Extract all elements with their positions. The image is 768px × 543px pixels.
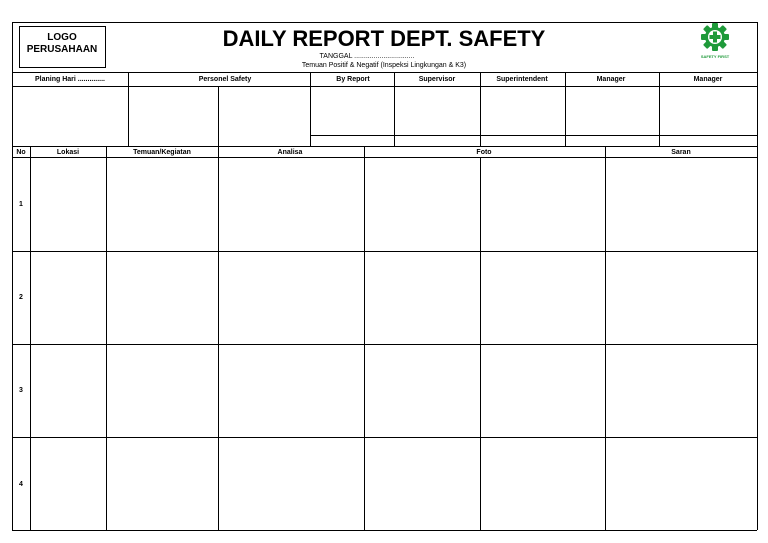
manager-header-2: Manager [693,76,723,83]
frame-bottom-border [12,530,757,531]
temuan-column-header: Temuan/Kegiatan [133,149,191,156]
frame-left-border [12,22,13,530]
approval-divider [218,86,219,146]
column-divider [30,146,31,530]
column-divider [218,146,219,530]
frame-top-border [12,22,757,23]
table-row-number: 3 [19,387,23,394]
foto-column-header: Foto [476,149,492,156]
by-report-header: By Report [336,76,370,83]
table-row-number: 2 [19,294,23,301]
safety-first-label: SAFETY FIRST [700,54,730,59]
column-divider [364,146,365,530]
row-separator [12,437,757,438]
row-separator [12,344,757,345]
approval-header-bottom-border [12,86,757,87]
subtitle: Temuan Positif & Negatif (Inspeksi Lingkungan & K3) [301,62,467,69]
no-column-header: No [16,149,26,156]
frame-right-border [757,22,758,530]
analisa-column-header: Analisa [277,149,303,156]
row-separator [12,251,757,252]
logo-line-1: LOGO [47,32,77,43]
table-row-number: 1 [19,201,23,208]
personel-safety-header: Personel Safety [198,76,252,83]
date-line: TANGGAL ............................... [319,53,415,60]
table-header-top-border [12,146,757,147]
lokasi-column-header: Lokasi [56,149,80,156]
column-divider [605,146,606,530]
supervisor-header: Supervisor [418,76,456,83]
logo-line-2: PERUSAHAAN [26,44,98,55]
page-title: DAILY REPORT DEPT. SAFETY [222,26,546,51]
table-row-number: 4 [19,481,23,488]
manager-header-1: Manager [596,76,626,83]
superintendent-header: Superintendent [496,76,548,83]
approval-header-top-border [12,72,757,73]
column-divider [106,146,107,530]
approval-divider [128,72,129,146]
safety-cross-icon [700,22,730,52]
signature-name-line [310,135,757,136]
table-header-bottom-border [12,157,757,158]
saran-column-header: Saran [671,149,691,156]
planning-header: Planing Hari .............. [34,76,106,83]
